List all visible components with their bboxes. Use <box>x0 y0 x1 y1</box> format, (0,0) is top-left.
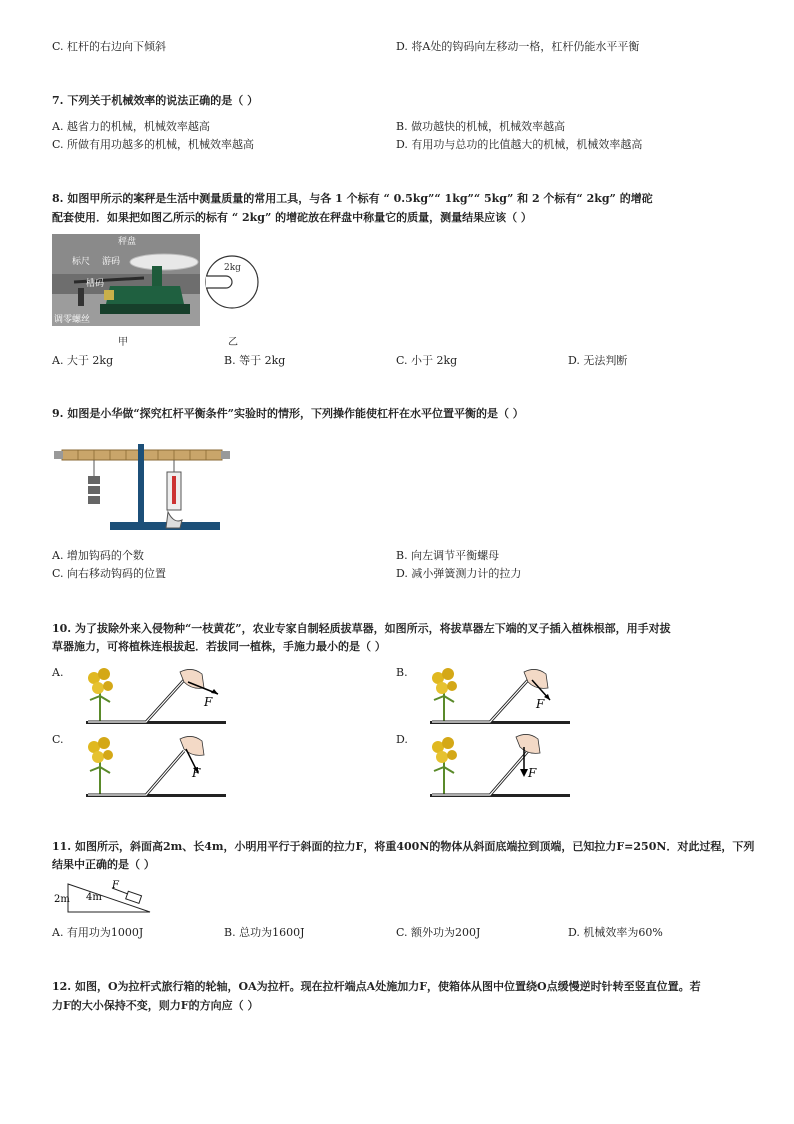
weeder-figure-d <box>424 731 574 801</box>
force-label-b: F <box>536 697 545 711</box>
q7-option-d: D. 有用功与总功的比值越大的机械，机械效率越高 <box>396 138 643 151</box>
q8-option-b: B. 等于 2kg <box>224 354 286 367</box>
photo-label-pan: 秤盘 <box>118 237 137 247</box>
weeder-figure-b <box>424 664 574 728</box>
q6-option-d: D. 将A处的钩码向左移动一格，杠杆仍能水平平衡 <box>396 40 640 53</box>
q7-option-c: C. 所做有用功越多的机械，机械效率越高 <box>52 138 255 151</box>
q8-stem-line1: 8. 如图甲所示的案秤是生活中测量质量的常用工具，与各 1 个标有 “ 0.5kg”“ 1kg”“ 5kg” 和 2 个标有“ 2kg” 的增砣 <box>52 192 653 205</box>
force-label-d: F <box>528 766 537 780</box>
q11-stem-line1: 11. 如图所示，斜面高2m、长4m，小明用平行于斜面的拉力F，将重400N的物体从斜面底端拉到顶端，已知拉力F=250N．对此过程，下列 <box>52 840 755 853</box>
q11-option-a: A. 有用功为1000J <box>52 926 144 939</box>
photo-label-slot-weight: 槽码 <box>86 279 105 289</box>
weight-label: 2kg <box>224 263 241 273</box>
q8-stem-line2: 配套使用．如果把如图乙所示的标有 “ 2kg” 的增砣放在秤盘中称量它的质量，测量结果应该（ ） <box>52 211 532 224</box>
force-label-a: F <box>204 695 213 709</box>
q10-label-c: C. <box>52 733 64 746</box>
incline-figure <box>52 878 156 918</box>
q8-option-d: D. 无法判断 <box>568 354 628 367</box>
incline-length-label: 4m <box>86 892 102 903</box>
incline-force-label: F <box>112 880 119 891</box>
q9-stem: 9. 如图是小华做“探究杠杆平衡条件”实验时的情形，下列操作能使杠杆在水平位置平衡的是（ ） <box>52 407 524 420</box>
force-label-c: F <box>192 766 201 780</box>
q11-option-c: C. 额外功为200J <box>396 926 481 939</box>
label-yi: 乙 <box>228 337 238 348</box>
incline-height-label: 2m <box>54 894 70 905</box>
q6-option-c: C. 杠杆的右边向下倾斜 <box>52 40 167 53</box>
photo-label-rider: 游码 <box>102 257 121 267</box>
q7-stem: 7. 下列关于机械效率的说法正确的是（ ） <box>52 94 259 107</box>
q10-stem-line1: 10. 为了拔除外来入侵物种“一枝黄花”，农业专家自制轻质拔草器，如图所示，将拔草器左下端的叉子插入植株根部，用手对拔 <box>52 622 671 635</box>
q9-option-c: C. 向右移动钩码的位置 <box>52 567 167 580</box>
weeder-figure-c <box>80 731 230 801</box>
q10-stem-line2: 草器施力，可将植株连根拔起．若拔同一植株，手施力最小的是（ ） <box>52 640 386 653</box>
scale-photo <box>52 234 200 326</box>
q11-option-d: D. 机械效率为60% <box>568 926 663 939</box>
photo-label-zero-screw: 调零螺丝 <box>54 315 91 325</box>
q7-option-b: B. 做功越快的机械，机械效率越高 <box>396 120 566 133</box>
weeder-figure-a <box>80 664 230 728</box>
q12-stem-line2: 力F的大小保持不变，则力F的方向应（ ） <box>52 999 259 1012</box>
q9-option-d: D. 减小弹簧测力计的拉力 <box>396 567 522 580</box>
q12-stem-line1: 12. 如图，O为拉杆式旅行箱的轮轴，OA为拉杆。现在拉杆端点A处施加力F，使箱体从图中位置绕O点缓慢逆时针转至竖直位置。若 <box>52 980 701 993</box>
slotted-weight-figure <box>202 252 262 312</box>
q9-option-b: B. 向左调节平衡螺母 <box>396 549 500 562</box>
q8-option-c: C. 小于 2kg <box>396 354 458 367</box>
q11-stem-line2: 结果中正确的是（ ） <box>52 858 155 871</box>
label-jia: 甲 <box>118 337 128 348</box>
q11-option-b: B. 总功为1600J <box>224 926 305 939</box>
q10-label-a: A. <box>52 666 64 679</box>
q8-option-a: A. 大于 2kg <box>52 354 114 367</box>
photo-label-ruler: 标尺 <box>72 257 91 267</box>
q9-option-a: A. 增加钩码的个数 <box>52 549 144 562</box>
q7-option-a: A. 越省力的机械，机械效率越高 <box>52 120 210 133</box>
q10-label-d: D. <box>396 733 408 746</box>
lever-experiment-figure <box>52 428 236 532</box>
q10-label-b: B. <box>396 666 408 679</box>
